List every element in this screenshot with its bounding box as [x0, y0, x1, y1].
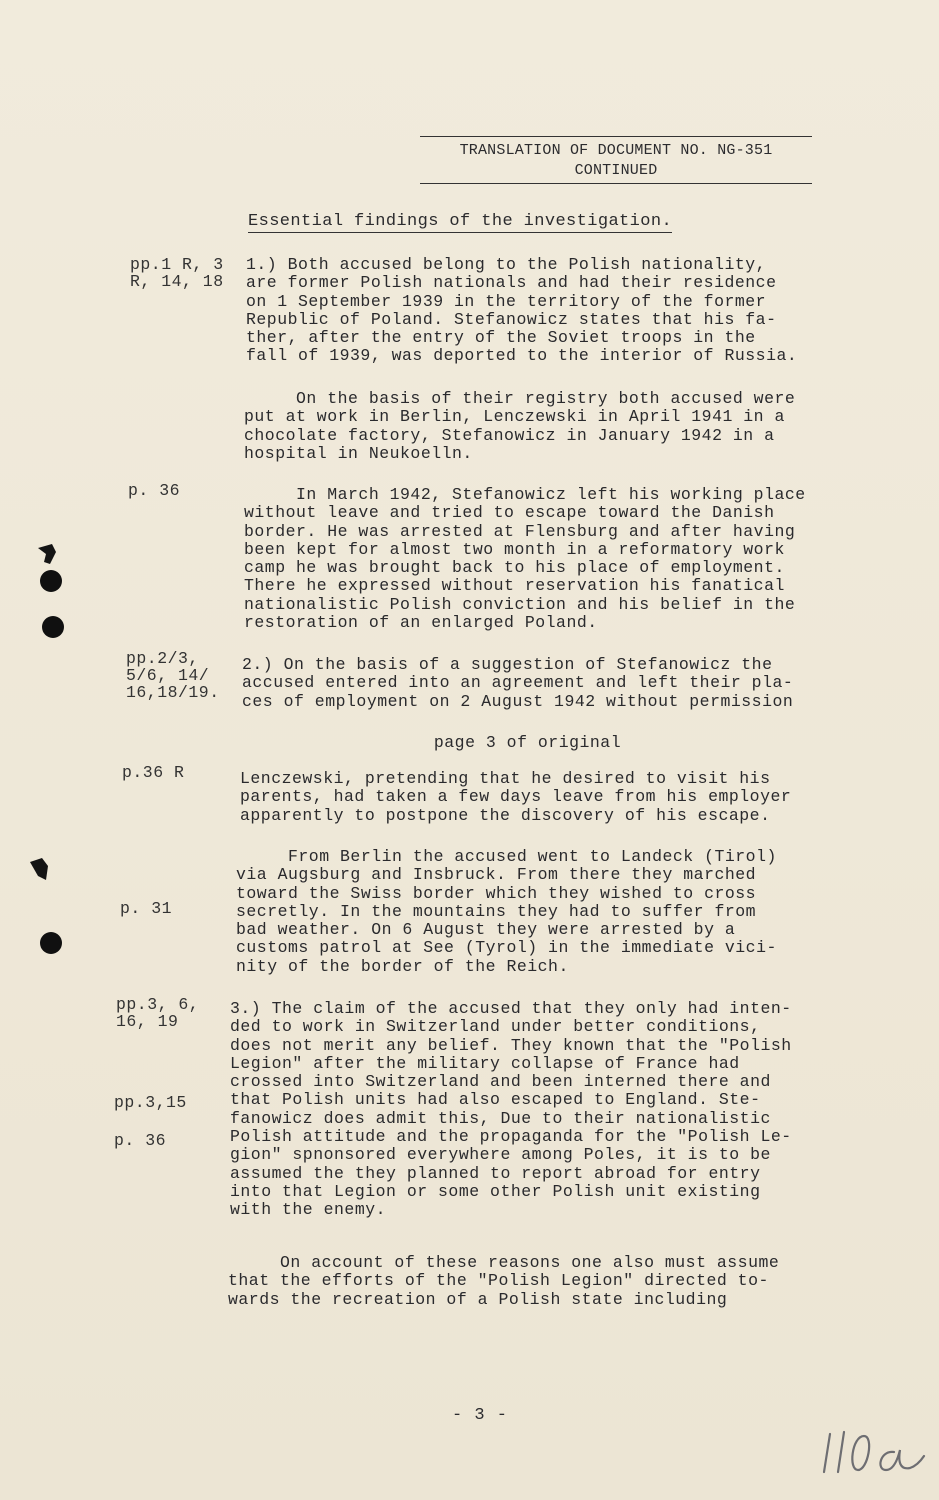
header-title: TRANSLATION OF DOCUMENT NO. NG-351	[459, 142, 773, 159]
header-continued: CONTINUED	[574, 162, 658, 179]
margin-ref-1: pp.1 R, 3 R, 14, 18	[130, 255, 224, 291]
margin-ref-3: pp.2/3, 5/6, 14/ 16,18/19.	[126, 649, 220, 702]
section-heading: Essential findings of the investigation.	[248, 212, 673, 231]
punch-hole-2	[42, 616, 64, 638]
page-marker: page 3 of original	[433, 733, 622, 752]
margin-ref-5: p. 31	[120, 899, 173, 918]
margin-ref-4: p.36 R	[122, 763, 185, 782]
paragraph-4: 2.) On the basis of a suggestion of Stefanowicz the accused entered into an agreement and left their pla- ces of employment on 2 August 1942 without permission	[242, 655, 794, 711]
paragraph-5: Lenczewski, pretending that he desired to visit his parents, had taken a few days leave from his employer apparently to postpone the discovery of his escape.	[240, 769, 792, 825]
margin-ref-6: pp.3, 6, 16, 19	[116, 995, 200, 1031]
paragraph-3: In March 1942, Stefanowicz left his working place without leave and tried to escape toward the Danish border. He was arrested at Flensburg and after having been kept for almost two month in a reformatory work camp he was brought back to his place of employment. There he expressed without reservation his fanatical nationalistic Polish conviction and his belief in the restoration of an enlarged Poland.	[244, 485, 806, 633]
margin-ref-2: p. 36	[128, 481, 181, 500]
document-header	[420, 136, 812, 184]
margin-ref-8: p. 36	[114, 1131, 167, 1150]
punch-hole-3	[40, 932, 62, 954]
handwritten-page-stamp	[818, 1420, 928, 1480]
margin-ref-7: pp.3,15	[114, 1093, 187, 1112]
paragraph-7: 3.) The claim of the accused that they only had inten- ded to work in Switzerland under better conditions, does not merit any belief. They known that the "Polish Legion" after the military collapse of France had crossed into Switzerland and been interned there and that Polish units had also escaped to England. Ste- fanowicz does admit this, Due to their nationalistic Polish attitude and the propaganda for the "Polish Le- gion" spnonsored everywhere among Poles, it is to be assumed the they planned to report abroad for entry into that Legion or some other Polish unit existing with the enemy.	[230, 999, 792, 1220]
punch-hole-1	[40, 570, 62, 592]
paragraph-6: From Berlin the accused went to Landeck (Tirol) via Augsburg and Insbruck. From there they marched toward the Swiss border which they wished to cross secretly. In the mountains they had to suffer from bad weather. On 6 August they were arrested by a customs patrol at See (Tyrol) in the immediate vici- nity of the border of the Reich.	[236, 847, 777, 976]
page-number: - 3 -	[451, 1406, 508, 1425]
paragraph-8: On account of these reasons one also must assume that the efforts of the "Polish Legion" directed to- wards the recreation of a Polish state including	[228, 1253, 780, 1309]
staple-mark-icon	[28, 856, 54, 886]
paragraph-2: On the basis of their registry both accused were put at work in Berlin, Lenczewski in April 1941 in a chocolate factory, Stefanowicz in January 1942 in a hospital in Neukoelln.	[244, 389, 796, 463]
paragraph-1: 1.) Both accused belong to the Polish nationality, are former Polish nationals and had their residence on 1 September 1939 in the territory of the former Republic of Poland. Stefanowicz states that his fa- ther, after the entry of the Soviet troops in the fall of 1939, was deported to the interior of Russia.	[246, 255, 798, 366]
